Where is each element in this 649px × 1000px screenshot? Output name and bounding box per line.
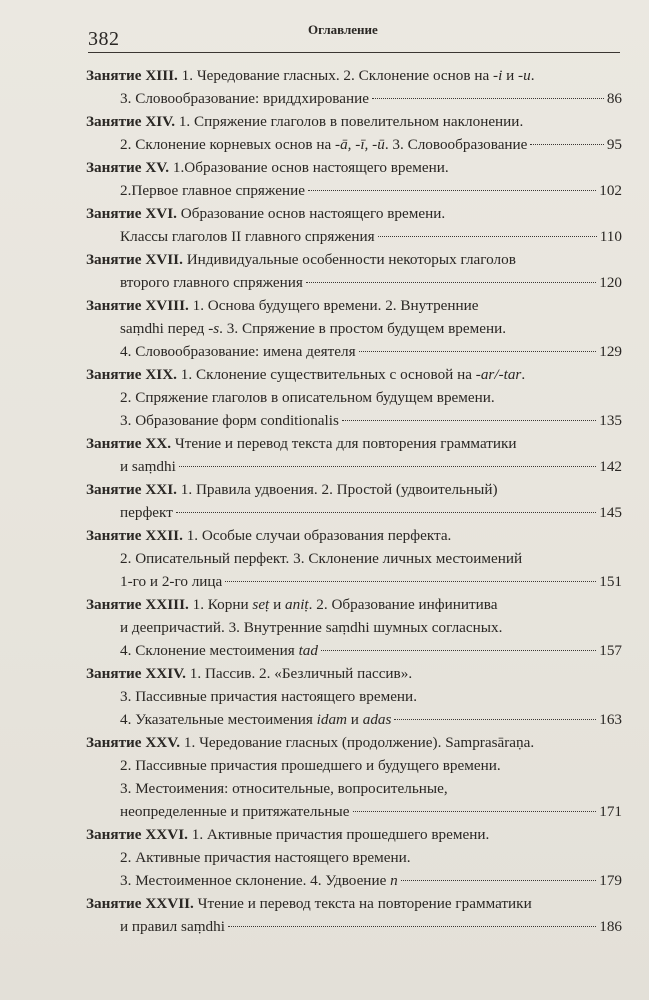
toc-entry-line <box>86 593 622 616</box>
toc-entry-line <box>86 133 622 156</box>
lesson-label: Занятие XIII. <box>86 67 178 84</box>
toc-page-number: 145 <box>599 504 622 521</box>
toc-entry-text: и правил saṃdhi <box>120 918 225 935</box>
toc-entry-text: неопределенные и притяжательные <box>120 803 350 820</box>
toc-entry-text: 3. Местоимения: относительные, вопросительные, <box>120 780 448 797</box>
toc-entry-text: 2. Пассивные причастия прошедшего и будущего времени. <box>120 757 501 774</box>
toc-entry-text: 1-го и 2-го лица <box>120 573 223 590</box>
toc-page-number: 110 <box>599 228 622 245</box>
toc-entry <box>86 248 622 294</box>
toc-entry <box>86 156 622 202</box>
toc-entry-text: Занятие XVI. Образование основ настоящего времени. <box>86 205 446 222</box>
toc-entry-text: 2. Активные причастия настоящего времени. <box>120 849 411 866</box>
toc-entry-text: Занятие XIII. 1. Чередование гласных. 2. Склонение основ на -i и -u. <box>86 67 535 84</box>
toc-entry-line <box>86 179 622 202</box>
toc-entry-line <box>86 662 622 685</box>
dot-leader <box>321 649 596 651</box>
toc-entry-text: Занятие XVII. Индивидуальные особенности некоторых глаголов <box>86 251 516 268</box>
toc-entry-line <box>86 248 622 271</box>
dot-leader <box>228 925 596 927</box>
running-title: Оглавление <box>308 22 378 37</box>
toc-entry-line <box>86 777 622 800</box>
toc-entry-text: Занятие XXVII. Чтение и перевод текста на повторение грамматики <box>86 895 532 912</box>
toc-entry-text: и saṃdhi <box>120 458 176 475</box>
dot-leader <box>306 281 596 283</box>
toc-entry-text: и деепричастий. 3. Внутренние saṃdhi шумных согласных. <box>120 619 503 636</box>
toc-page-number: 142 <box>599 458 622 475</box>
dot-leader <box>308 189 596 191</box>
toc-entry-line <box>86 156 622 179</box>
toc-entry <box>86 731 622 823</box>
dot-leader <box>378 235 597 237</box>
toc-entry-line <box>86 317 622 340</box>
lesson-label: Занятие XXVI. <box>86 826 188 843</box>
toc-entry-text: 2. Спряжение глаголов в описательном будущем времени. <box>120 389 495 406</box>
toc-entry-text: 2.Первое главное спряжение <box>120 182 305 199</box>
toc-page-number: 86 <box>606 90 622 107</box>
toc-page-number: 179 <box>599 872 622 889</box>
lesson-label: Занятие XIV. <box>86 113 176 130</box>
toc-entry <box>86 478 622 524</box>
toc-entry-line <box>86 846 622 869</box>
lesson-label: Занятие XV. <box>86 159 170 176</box>
toc-page-number: 120 <box>599 274 622 291</box>
toc-entry-line <box>86 64 622 87</box>
toc-entry-text: 4. Склонение местоимения tad <box>120 642 318 659</box>
toc-entry <box>86 294 622 363</box>
dot-leader <box>530 143 603 145</box>
lesson-label: Занятие XVI. <box>86 205 177 222</box>
toc-entry-text: 3. Пассивные причастия настоящего времени. <box>120 688 417 705</box>
lesson-label: Занятие XXIII. <box>86 596 189 613</box>
page-number: 382 <box>88 28 120 50</box>
toc-entry-line <box>86 225 622 248</box>
lesson-label: Занятие XXVII. <box>86 895 194 912</box>
toc-entry-text: Занятие XXV. 1. Чередование гласных (продолжение). Samprasāraṇa. <box>86 734 535 751</box>
dot-leader <box>353 810 597 812</box>
toc-entry-text: 2. Описательный перфект. 3. Склонение личных местоимений <box>120 550 523 567</box>
toc-entry-line <box>86 708 622 731</box>
toc-entry-text: 3. Местоименное склонение. 4. Удвоение n <box>120 872 398 889</box>
lesson-label: Занятие XVII. <box>86 251 183 268</box>
toc-entry-line <box>86 915 622 938</box>
page-header <box>88 20 620 56</box>
toc-entry-line <box>86 547 622 570</box>
toc-page-number: 157 <box>599 642 622 659</box>
header-rule <box>88 52 620 53</box>
toc-page-number: 95 <box>606 136 622 153</box>
toc-entry-line <box>86 800 622 823</box>
lesson-label: Занятие XIX. <box>86 366 177 383</box>
toc-entry-text: Занятие XVIII. 1. Основа будущего времени. 2. Внутренние <box>86 297 479 314</box>
toc-entry-text: 2. Склонение корневых основ на -ā, -ī, -ū. 3. Словообразование <box>120 136 528 153</box>
toc-page-number: 171 <box>599 803 622 820</box>
toc-page-number: 135 <box>599 412 622 429</box>
toc-entry-text: Занятие XXIV. 1. Пассив. 2. «Безличный пассив». <box>86 665 413 682</box>
toc-entry-line <box>86 823 622 846</box>
dot-leader <box>225 580 596 582</box>
toc-entry-text: 3. Словообразование: вриддхирование <box>120 90 369 107</box>
toc-entry-line <box>86 754 622 777</box>
toc-page-number: 102 <box>599 182 622 199</box>
toc-page-number: 151 <box>599 573 622 590</box>
toc-entry <box>86 823 622 892</box>
toc-entry-text: Занятие XXI. 1. Правила удвоения. 2. Простой (удвоительный) <box>86 481 498 498</box>
toc-entry-text: Занятие XX. Чтение и перевод текста для повторения грамматики <box>86 435 517 452</box>
toc-entry <box>86 662 622 731</box>
toc-entry-text: 4. Словообразование: имена деятеля <box>120 343 356 360</box>
toc-page-number: 186 <box>599 918 622 935</box>
toc-entry-line <box>86 501 622 524</box>
toc-entry-text: второго главного спряжения <box>120 274 303 291</box>
dot-leader <box>359 350 597 352</box>
toc-entry-line <box>86 685 622 708</box>
toc-entry-line <box>86 639 622 662</box>
dot-leader <box>179 465 596 467</box>
dot-leader <box>401 879 597 881</box>
dot-leader <box>342 419 596 421</box>
table-of-contents <box>86 64 622 938</box>
toc-entry-line <box>86 478 622 501</box>
toc-entry-line <box>86 616 622 639</box>
toc-entry-line <box>86 363 622 386</box>
toc-entry-text: Занятие XIV. 1. Спряжение глаголов в повелительном наклонении. <box>86 113 524 130</box>
toc-entry-text: Классы глаголов II главного спряжения <box>120 228 375 245</box>
lesson-label: Занятие XXV. <box>86 734 181 751</box>
toc-entry-text: Занятие XV. 1.Образование основ настоящего времени. <box>86 159 449 176</box>
toc-entry-line <box>86 294 622 317</box>
toc-entry-line <box>86 386 622 409</box>
dot-leader <box>394 718 596 720</box>
toc-page-number: 129 <box>599 343 622 360</box>
lesson-label: Занятие XXII. <box>86 527 183 544</box>
toc-entry-line <box>86 340 622 363</box>
toc-entry-line <box>86 455 622 478</box>
toc-entry-text: 4. Указательные местоимения idam и adas <box>120 711 392 728</box>
toc-entry <box>86 202 622 248</box>
toc-entry <box>86 432 622 478</box>
toc-entry-line <box>86 524 622 547</box>
toc-entry <box>86 363 622 432</box>
toc-entry-line <box>86 731 622 754</box>
toc-entry-line <box>86 570 622 593</box>
toc-entry <box>86 64 622 110</box>
toc-entry <box>86 110 622 156</box>
toc-entry <box>86 593 622 662</box>
toc-page-number: 163 <box>599 711 622 728</box>
toc-entry-line <box>86 87 622 110</box>
toc-entry-text: Занятие XXVI. 1. Активные причастия прошедшего времени. <box>86 826 490 843</box>
dot-leader <box>176 511 596 513</box>
lesson-label: Занятие XXIV. <box>86 665 186 682</box>
toc-entry-line <box>86 110 622 133</box>
toc-entry-text: Занятие XIX. 1. Склонение существительных с основой на -ar/-tar. <box>86 366 526 383</box>
toc-entry-line <box>86 202 622 225</box>
toc-entry-text: Занятие XXII. 1. Особые случаи образования перфекта. <box>86 527 452 544</box>
toc-entry-text: Занятие XXIII. 1. Корни seṭ и aniṭ. 2. Образование инфинитива <box>86 596 498 613</box>
dot-leader <box>372 97 604 99</box>
lesson-label: Занятие XVIII. <box>86 297 189 314</box>
toc-entry <box>86 892 622 938</box>
toc-entry-text: 3. Образование форм conditionalis <box>120 412 339 429</box>
toc-entry-line <box>86 409 622 432</box>
toc-entry-line <box>86 432 622 455</box>
toc-entry-text: saṃdhi перед -s. 3. Спряжение в простом будущем времени. <box>120 320 507 337</box>
lesson-label: Занятие XX. <box>86 435 172 452</box>
toc-entry <box>86 524 622 593</box>
toc-entry-line <box>86 869 622 892</box>
lesson-label: Занятие XXI. <box>86 481 177 498</box>
toc-entry-line <box>86 271 622 294</box>
toc-entry-text: перфект <box>120 504 173 521</box>
toc-entry-line <box>86 892 622 915</box>
